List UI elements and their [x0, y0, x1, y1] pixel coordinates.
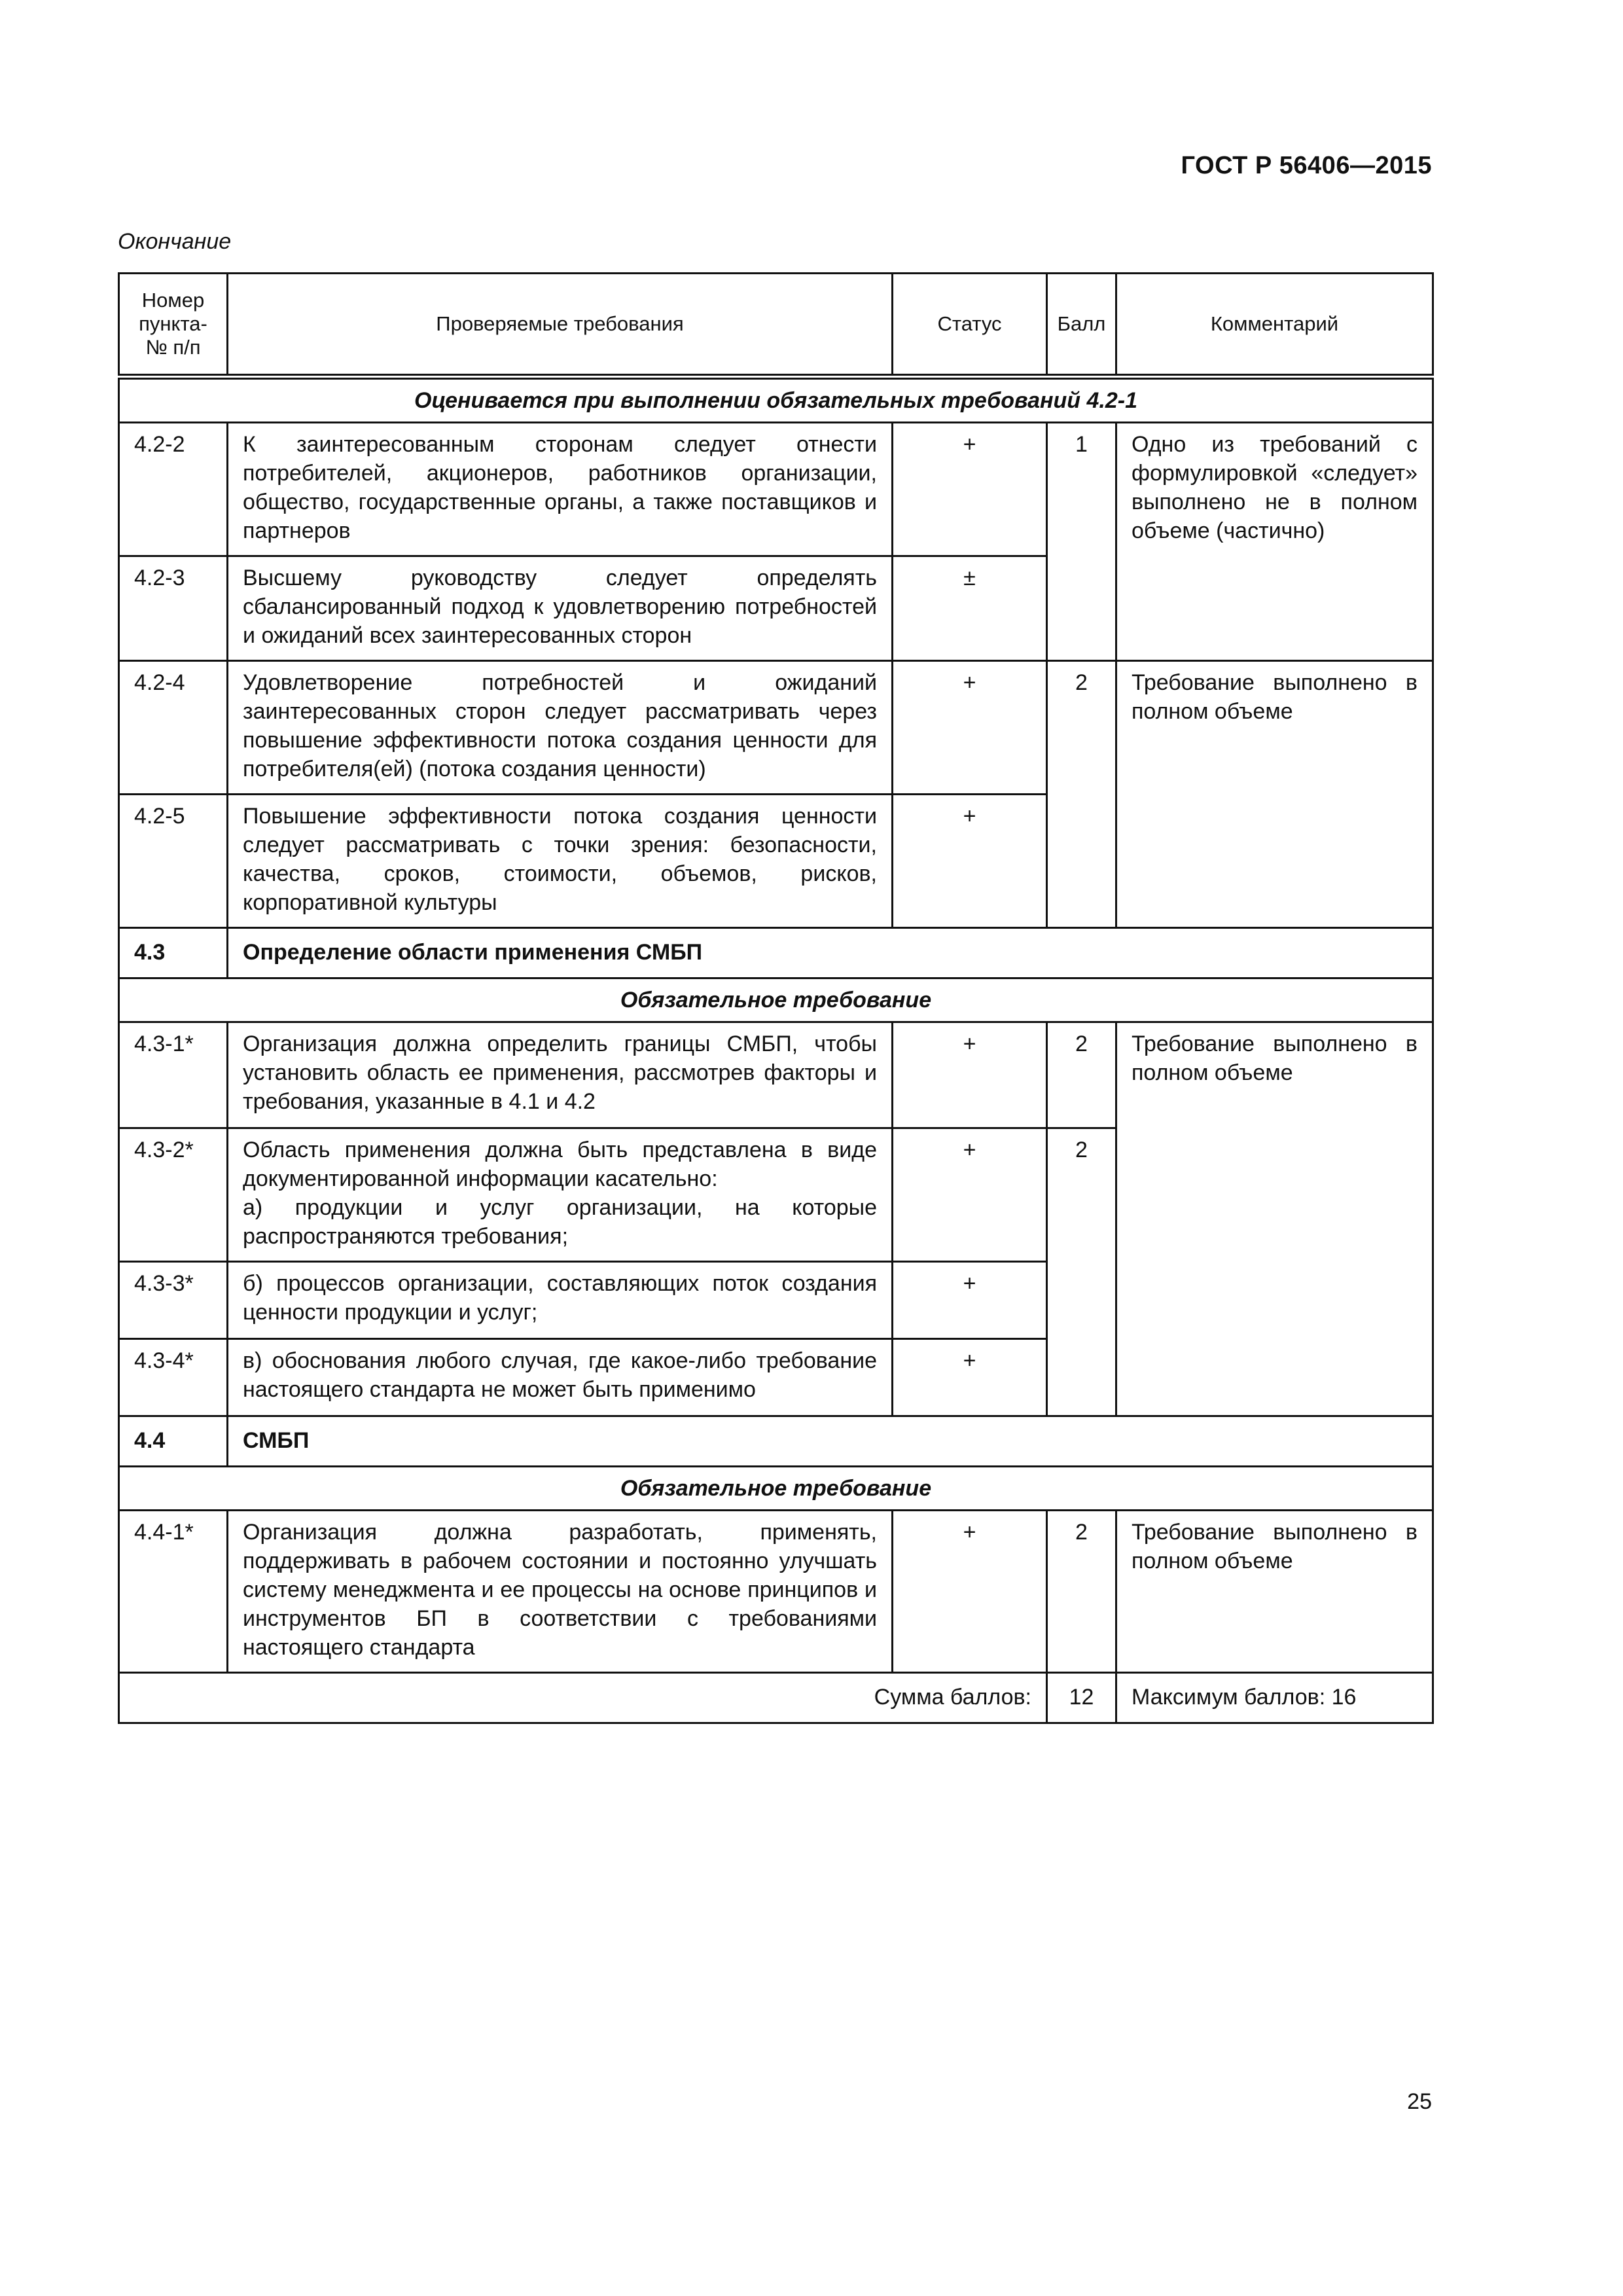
subhead-row: [119, 377, 1433, 423]
row-status: +: [893, 1022, 1047, 1128]
requirements-table: [118, 272, 1434, 1724]
row-status: +: [893, 661, 1047, 795]
row-requirement: К заинтересованным сторонам следует отнести потребителей, акционеров, работников организации, общество, государственные органы, а также поставщиков и партнеров: [228, 423, 893, 556]
col-header-number: Номер пункта- № п/п: [119, 274, 228, 377]
row-status: +: [893, 1511, 1047, 1673]
row-number: 4.2-3: [119, 556, 228, 661]
row-status: +: [893, 423, 1047, 556]
row-requirement: Высшему руководству следует определять сбалансированный подход к удовлетворению потребностей и ожиданий всех заинтересованных сторон: [228, 556, 893, 661]
row-requirement: Организация должна определить границы СМБП, чтобы установить область ее применения, рассмотрев факторы и требования, указанные в 4.1 и 4.2: [228, 1022, 893, 1128]
sum-label: Сумма баллов:: [119, 1673, 1047, 1723]
subhead-421: Оценивается при выполнении обязательных требований 4.2-1: [119, 377, 1433, 423]
standard-code: ГОСТ Р 56406—2015: [1181, 152, 1432, 179]
page-number: 25: [1407, 2089, 1432, 2114]
section-number: 4.4: [119, 1416, 228, 1467]
col-header-status: Статус: [893, 274, 1047, 377]
table-row: [119, 1022, 1433, 1128]
col-header-comment: Комментарий: [1116, 274, 1433, 377]
section-row: [119, 928, 1433, 978]
row-status: +: [893, 795, 1047, 928]
row-score: 1: [1047, 423, 1116, 661]
totals-row: [119, 1673, 1433, 1723]
row-status: +: [893, 1262, 1047, 1339]
row-comment: Требование выполнено в полном объеме: [1116, 661, 1433, 928]
row-requirement: в) обоснования любого случая, где какое-либо требование настоящего стандарта не может быть применимо: [228, 1339, 893, 1416]
row-requirement: Повышение эффективности потока создания ценности следует рассматривать с точки зрения: безопасности, качества, сроков, стоимости, объемов, рисков, корпоративной культуры: [228, 795, 893, 928]
row-number: 4.2-5: [119, 795, 228, 928]
row-comment: Требование выполнено в полном объеме: [1116, 1511, 1433, 1673]
row-number: 4.3-2*: [119, 1128, 228, 1262]
col-header-requirement: Проверяемые требования: [228, 274, 893, 377]
subhead-row: [119, 978, 1433, 1022]
table-row: [119, 661, 1433, 795]
row-comment: Требование выполнено в полном объеме: [1116, 1022, 1433, 1416]
row-number: 4.2-2: [119, 423, 228, 556]
row-number: 4.2-4: [119, 661, 228, 795]
row-number: 4.3-4*: [119, 1339, 228, 1416]
row-score: 2: [1047, 1022, 1116, 1128]
row-score: 2: [1047, 1511, 1116, 1673]
section-title: Определение области применения СМБП: [228, 928, 1433, 978]
row-number: 4.3-1*: [119, 1022, 228, 1128]
row-status: +: [893, 1128, 1047, 1262]
row-requirement: Область применения должна быть представлена в виде документированной информации касательно: а) продукции и услуг организации, на которые распространяются требования;: [228, 1128, 893, 1262]
table-row: [119, 423, 1433, 556]
subhead-44: Обязательное требование: [119, 1467, 1433, 1511]
row-requirement: Удовлетворение потребностей и ожиданий заинтересованных сторон следует рассматривать через повышение эффективности потока создания ценности для потребителя(ей) (потока создания ценности): [228, 661, 893, 795]
subhead-row: [119, 1467, 1433, 1511]
row-requirement: б) процессов организации, составляющих поток создания ценности продукции и услуг;: [228, 1262, 893, 1339]
row-number: 4.3-3*: [119, 1262, 228, 1339]
col-header-score: Балл: [1047, 274, 1116, 377]
row-score: 2: [1047, 1128, 1116, 1416]
section-title: СМБП: [228, 1416, 1433, 1467]
row-score: 2: [1047, 661, 1116, 928]
table-header-row: [119, 274, 1433, 377]
continuation-label: Окончание: [118, 229, 232, 254]
subhead-43: Обязательное требование: [119, 978, 1433, 1022]
row-status: +: [893, 1339, 1047, 1416]
table-row: [119, 1511, 1433, 1673]
section-row: [119, 1416, 1433, 1467]
row-comment: Одно из требований с формулировкой «следует» выполнено не в полном объеме (частично): [1116, 423, 1433, 661]
row-number: 4.4-1*: [119, 1511, 228, 1673]
row-status: ±: [893, 556, 1047, 661]
section-number: 4.3: [119, 928, 228, 978]
row-requirement: Организация должна разработать, применять, поддерживать в рабочем состоянии и постоянно улучшать систему менеджмента и ее процессы на основе принципов и инструментов БП в соответствии с требованиями настоящего стандарта: [228, 1511, 893, 1673]
sum-value: 12: [1047, 1673, 1116, 1723]
max-score: Максимум баллов: 16: [1116, 1673, 1433, 1723]
